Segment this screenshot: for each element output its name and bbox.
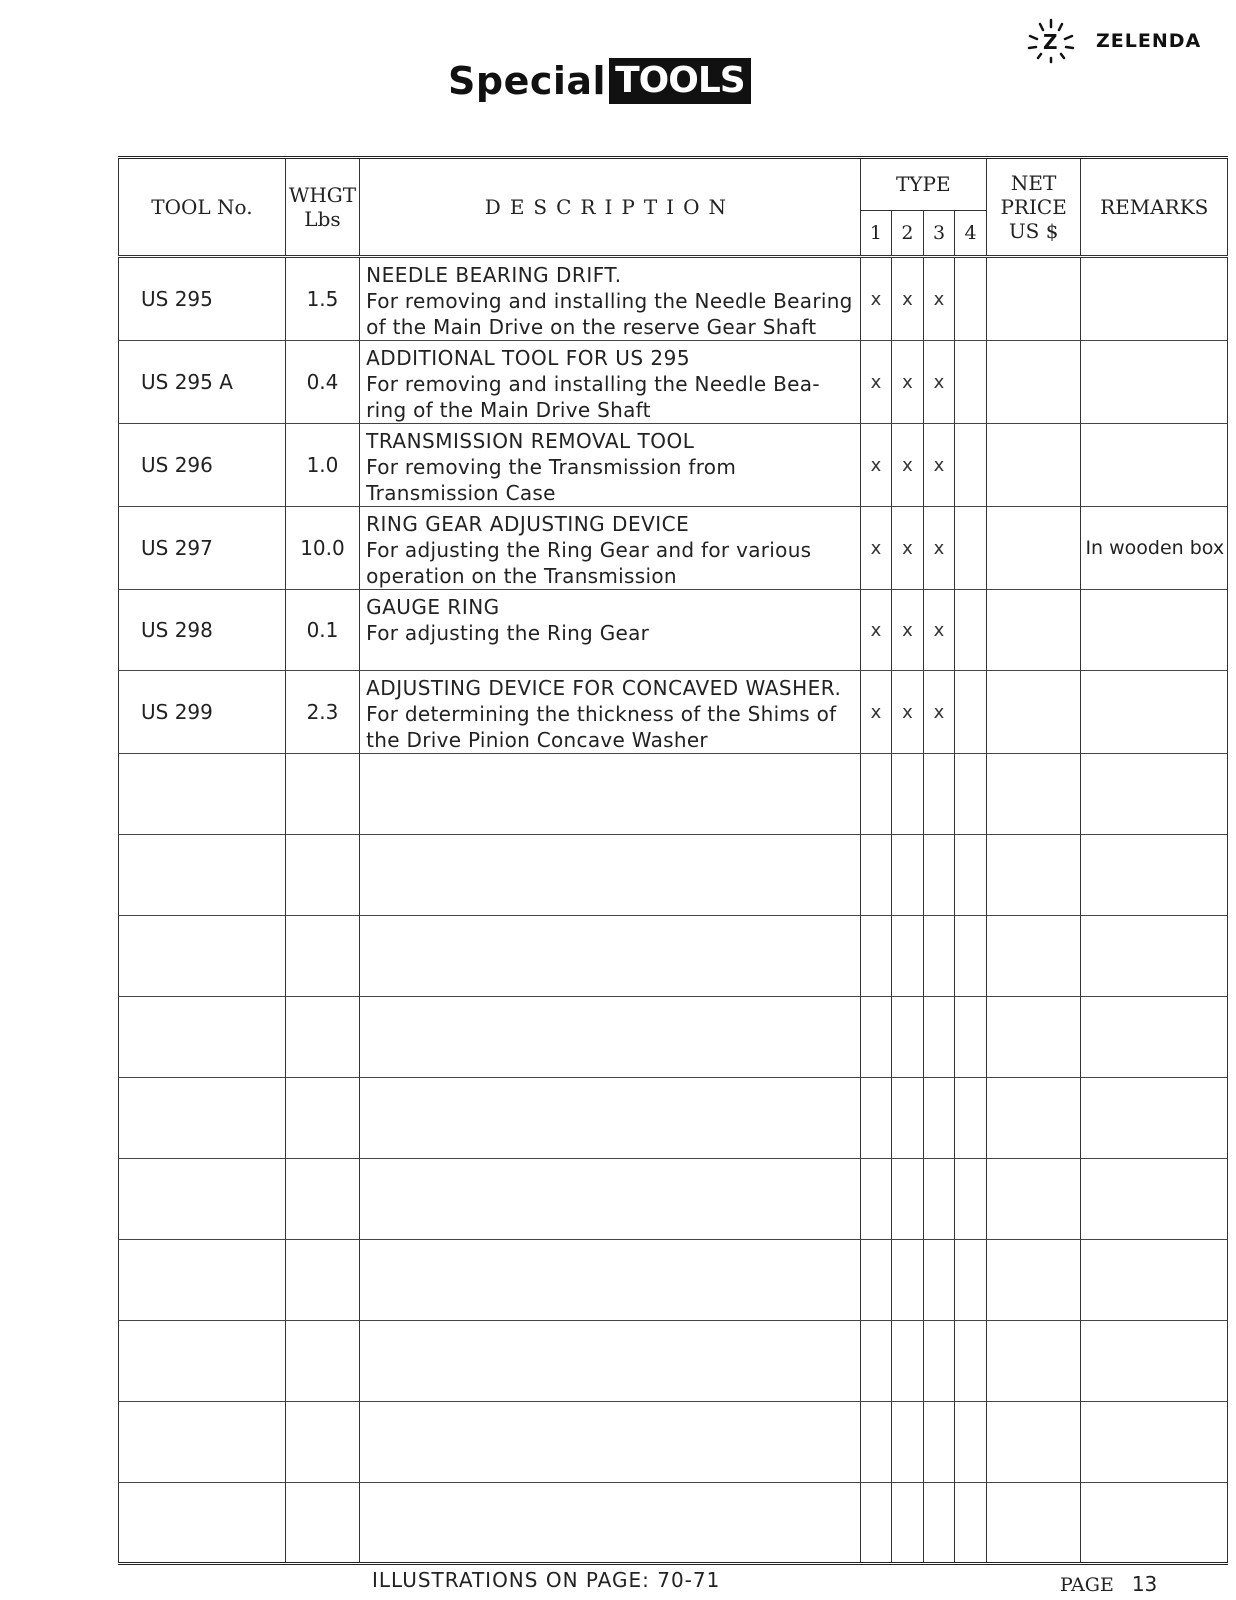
type-1-mark: x — [860, 590, 892, 671]
net-price — [986, 671, 1081, 754]
header-weight — [285, 158, 359, 257]
page-title — [448, 58, 751, 104]
header-price-line2: PRICE — [1000, 195, 1067, 219]
type-2-mark — [892, 1321, 924, 1402]
type-4-mark — [955, 1321, 987, 1402]
table-row — [119, 1402, 1228, 1483]
tool-description — [360, 507, 861, 590]
header-price-line3: US $ — [1008, 219, 1059, 243]
table-row — [119, 754, 1228, 835]
tool-description — [360, 341, 861, 424]
remarks — [1081, 997, 1228, 1078]
description-title: NEEDLE BEARING DRIFT. — [366, 263, 622, 287]
tool-number — [119, 1483, 286, 1564]
table-row — [119, 835, 1228, 916]
type-3-mark: x — [923, 671, 955, 754]
type-1-mark: x — [860, 424, 892, 507]
tool-number — [119, 1240, 286, 1321]
type-4-mark — [955, 1402, 987, 1483]
type-1-mark — [860, 997, 892, 1078]
remarks — [1081, 835, 1228, 916]
net-price — [986, 1402, 1081, 1483]
remarks — [1081, 916, 1228, 997]
description-title: RING GEAR ADJUSTING DEVICE — [366, 512, 690, 536]
tool-weight: 0.4 — [285, 341, 359, 424]
type-2-mark — [892, 835, 924, 916]
header-type-3: 3 — [923, 210, 955, 256]
type-1-mark: x — [860, 507, 892, 590]
table-row — [119, 1321, 1228, 1402]
remarks — [1081, 590, 1228, 671]
type-1-mark — [860, 916, 892, 997]
tool-weight — [285, 1402, 359, 1483]
table-row — [119, 997, 1228, 1078]
header-net-price — [986, 158, 1081, 257]
tool-number: US 295 — [119, 257, 286, 341]
table-row — [119, 1240, 1228, 1321]
type-4-mark — [955, 424, 987, 507]
tool-weight — [285, 1240, 359, 1321]
type-3-mark — [923, 1321, 955, 1402]
tool-weight — [285, 1321, 359, 1402]
type-3-mark: x — [923, 507, 955, 590]
net-price — [986, 1078, 1081, 1159]
tool-number — [119, 1321, 286, 1402]
table-row — [119, 507, 1228, 590]
type-1-mark — [860, 1483, 892, 1564]
type-2-mark: x — [892, 590, 924, 671]
type-2-mark — [892, 1159, 924, 1240]
type-1-mark: x — [860, 341, 892, 424]
net-price — [986, 341, 1081, 424]
type-3-mark: x — [923, 341, 955, 424]
tool-number — [119, 1159, 286, 1240]
header-type-2: 2 — [892, 210, 924, 256]
net-price — [986, 1240, 1081, 1321]
type-3-mark — [923, 1078, 955, 1159]
description-title: ADJUSTING DEVICE FOR CONCAVED WASHER. — [366, 676, 842, 700]
page-number — [1060, 1572, 1157, 1596]
table-row — [119, 590, 1228, 671]
title-special: Special — [448, 59, 607, 103]
header-type-4: 4 — [955, 210, 987, 256]
tool-weight — [285, 754, 359, 835]
tool-weight — [285, 835, 359, 916]
tool-description — [360, 1321, 861, 1402]
type-2-mark: x — [892, 671, 924, 754]
remarks: In wooden box — [1081, 507, 1228, 590]
type-2-mark — [892, 1402, 924, 1483]
tool-description — [360, 997, 861, 1078]
type-3-mark — [923, 1483, 955, 1564]
tool-number — [119, 835, 286, 916]
type-4-mark — [955, 1483, 987, 1564]
type-1-mark — [860, 754, 892, 835]
remarks — [1081, 257, 1228, 341]
type-1-mark — [860, 1078, 892, 1159]
table-row — [119, 424, 1228, 507]
tool-description — [360, 1078, 861, 1159]
tool-description — [360, 257, 861, 341]
page-label: PAGE — [1060, 1574, 1114, 1596]
type-1-mark — [860, 1240, 892, 1321]
type-1-mark — [860, 1402, 892, 1483]
description-body: For adjusting the Ring Gear and for various operation on the Transmission — [366, 538, 812, 588]
table-row — [119, 916, 1228, 997]
type-3-mark: x — [923, 424, 955, 507]
table-row — [119, 671, 1228, 754]
type-4-mark — [955, 507, 987, 590]
description-body: For adjusting the Ring Gear — [366, 621, 650, 645]
net-price — [986, 1159, 1081, 1240]
type-4-mark — [955, 835, 987, 916]
tool-description — [360, 671, 861, 754]
net-price — [986, 257, 1081, 341]
type-4-mark — [955, 341, 987, 424]
description-title: TRANSMISSION REMOVAL TOOL — [366, 429, 695, 453]
type-2-mark: x — [892, 424, 924, 507]
header-remarks: REMARKS — [1081, 158, 1228, 257]
tools-table — [118, 156, 1228, 1565]
type-2-mark — [892, 1240, 924, 1321]
type-4-mark — [955, 1159, 987, 1240]
type-2-mark: x — [892, 507, 924, 590]
type-4-mark — [955, 1240, 987, 1321]
type-1-mark — [860, 1159, 892, 1240]
tool-weight: 10.0 — [285, 507, 359, 590]
tool-number — [119, 1402, 286, 1483]
remarks — [1081, 1321, 1228, 1402]
type-4-mark — [955, 1078, 987, 1159]
brand-logo — [1018, 18, 1228, 66]
header-weight-line1: WHGT — [288, 183, 357, 207]
header-type-1: 1 — [860, 210, 892, 256]
type-4-mark — [955, 754, 987, 835]
table-row — [119, 341, 1228, 424]
tool-weight: 1.5 — [285, 257, 359, 341]
type-2-mark — [892, 1483, 924, 1564]
tool-number — [119, 754, 286, 835]
page-number-value: 13 — [1131, 1572, 1158, 1596]
remarks — [1081, 341, 1228, 424]
remarks — [1081, 1402, 1228, 1483]
type-4-mark — [955, 590, 987, 671]
tool-weight: 2.3 — [285, 671, 359, 754]
header-weight-line2: Lbs — [304, 207, 341, 231]
type-1-mark: x — [860, 671, 892, 754]
tool-description — [360, 590, 861, 671]
tool-description — [360, 1159, 861, 1240]
type-4-mark — [955, 257, 987, 341]
tool-number: US 298 — [119, 590, 286, 671]
type-4-mark — [955, 997, 987, 1078]
description-title: ADDITIONAL TOOL FOR US 295 — [366, 346, 691, 370]
tool-weight: 1.0 — [285, 424, 359, 507]
tool-number — [119, 916, 286, 997]
brand-name: ZELENDA — [1096, 30, 1202, 52]
tool-description — [360, 835, 861, 916]
net-price — [986, 1321, 1081, 1402]
tool-description — [360, 1240, 861, 1321]
tool-weight — [285, 916, 359, 997]
type-2-mark — [892, 754, 924, 835]
tool-weight — [285, 1159, 359, 1240]
tool-description — [360, 424, 861, 507]
tool-weight — [285, 997, 359, 1078]
tool-number — [119, 997, 286, 1078]
type-3-mark: x — [923, 257, 955, 341]
tool-description — [360, 1483, 861, 1564]
description-title: GAUGE RING — [366, 595, 500, 619]
type-3-mark — [923, 835, 955, 916]
header-tool-no: TOOL No. — [119, 158, 286, 257]
title-tools: TOOLS — [609, 58, 751, 104]
type-4-mark — [955, 916, 987, 997]
description-body: For removing and installing the Needle Bearing of the Main Drive on the reserve Gear Shaft — [366, 289, 853, 339]
type-1-mark: x — [860, 257, 892, 341]
tool-number: US 295 A — [119, 341, 286, 424]
tool-number: US 297 — [119, 507, 286, 590]
net-price — [986, 835, 1081, 916]
net-price — [986, 916, 1081, 997]
type-4-mark — [955, 671, 987, 754]
table-row — [119, 257, 1228, 341]
type-2-mark — [892, 916, 924, 997]
tool-description — [360, 916, 861, 997]
tool-weight: 0.1 — [285, 590, 359, 671]
net-price — [986, 590, 1081, 671]
type-3-mark — [923, 1159, 955, 1240]
header-price-line1: NET — [1010, 171, 1057, 195]
table-row — [119, 1078, 1228, 1159]
net-price — [986, 754, 1081, 835]
tool-number — [119, 1078, 286, 1159]
table-row — [119, 1159, 1228, 1240]
tool-description — [360, 754, 861, 835]
tool-number: US 296 — [119, 424, 286, 507]
net-price — [986, 424, 1081, 507]
type-3-mark: x — [923, 590, 955, 671]
remarks — [1081, 1078, 1228, 1159]
type-3-mark — [923, 997, 955, 1078]
net-price — [986, 507, 1081, 590]
net-price — [986, 1483, 1081, 1564]
header-type: TYPE — [860, 158, 986, 211]
type-3-mark — [923, 754, 955, 835]
type-3-mark — [923, 1240, 955, 1321]
header-description: DESCRIPTION — [360, 158, 861, 257]
illustrations-note: ILLUSTRATIONS ON PAGE: 70-71 — [372, 1568, 721, 1592]
description-body: For determining the thickness of the Shims of the Drive Pinion Concave Washer — [366, 702, 837, 752]
type-2-mark — [892, 1078, 924, 1159]
tool-number: US 299 — [119, 671, 286, 754]
tool-description — [360, 1402, 861, 1483]
type-1-mark — [860, 835, 892, 916]
type-3-mark — [923, 916, 955, 997]
remarks — [1081, 1159, 1228, 1240]
remarks — [1081, 424, 1228, 507]
tool-weight — [285, 1078, 359, 1159]
net-price — [986, 997, 1081, 1078]
remarks — [1081, 1483, 1228, 1564]
remarks — [1081, 671, 1228, 754]
type-2-mark: x — [892, 257, 924, 341]
type-2-mark — [892, 997, 924, 1078]
type-2-mark: x — [892, 341, 924, 424]
remarks — [1081, 754, 1228, 835]
tool-rows — [119, 257, 1228, 1564]
logo-letter: Z — [1043, 30, 1058, 54]
type-1-mark — [860, 1321, 892, 1402]
description-body: For removing and installing the Needle Bea-ring of the Main Drive Shaft — [366, 372, 820, 422]
table-row — [119, 1483, 1228, 1564]
tool-weight — [285, 1483, 359, 1564]
type-3-mark — [923, 1402, 955, 1483]
description-body: For removing the Transmission from Transmission Case — [366, 455, 737, 505]
remarks — [1081, 1240, 1228, 1321]
